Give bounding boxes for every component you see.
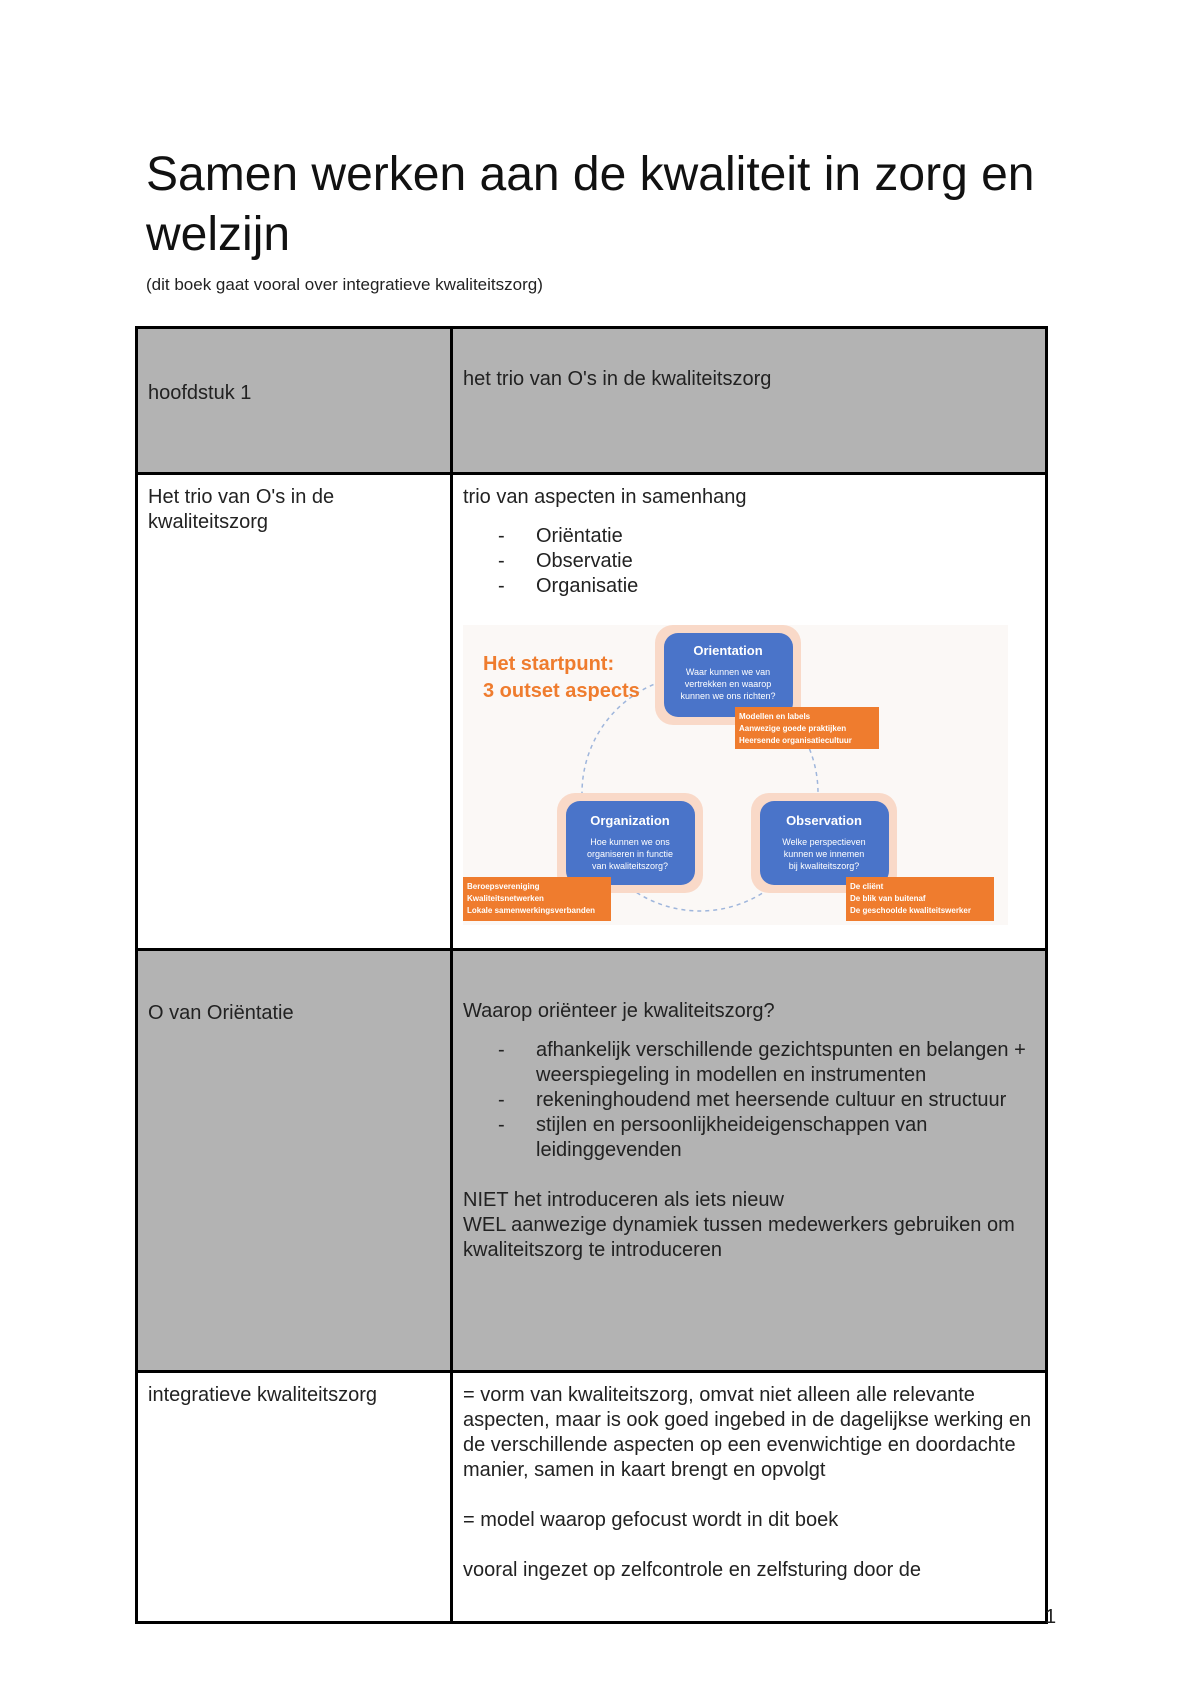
list-item: - afhankelijk verschillende gezichtspunten en belangen + weerspiegeling in modellen en instrumenten [463, 1038, 1035, 1088]
list-item: - Observatie [463, 549, 1035, 574]
observation-tag-1: De cliënt [850, 882, 884, 891]
observation-tag-3: De geschoolde kwaliteitswerker [850, 906, 971, 915]
table-row-integratief [137, 1372, 1047, 1623]
document-subtitle: (dit boek gaat vooral over integratieve kwaliteitszorg) [146, 275, 543, 294]
list-item: - Oriëntatie [463, 524, 1035, 549]
observation-text-1: Welke perspectieven [782, 837, 866, 847]
definition-cell [452, 474, 1047, 950]
orientatie-list [463, 1038, 1035, 1163]
observation-text-3: bij kwaliteitszorg? [788, 861, 860, 871]
organization-text-1: Hoe kunnen we ons [590, 837, 670, 847]
term-cell: O van Oriëntatie [137, 950, 452, 1372]
list-item: - rekeninghoudend met heersende cultuur en structuur [463, 1088, 1035, 1113]
document-title: Samen werken aan de kwaliteit in zorg en welzijn [146, 148, 1035, 261]
observation-text-2: kunnen we innemen [783, 849, 865, 859]
organization-text-3: van kwaliteitszorg? [591, 861, 669, 871]
notes-table [135, 326, 1048, 1624]
organization-text-2: organiseren in functie [586, 849, 674, 859]
orientatie-question: Waarop oriënteer je kwaliteitszorg? [463, 1000, 775, 1022]
term-cell: Het trio van O's in de kwaliteitszorg [137, 474, 452, 950]
organization-tag-3: Lokale samenwerkingsverbanden [467, 906, 596, 915]
observation-title: Observation [786, 813, 862, 828]
integratief-para-2: = model waarop gefocust wordt in dit boek [463, 1509, 839, 1531]
organization-title: Organization [590, 813, 670, 828]
page-number: 1 [1045, 1606, 1057, 1628]
table-row-orientatie [137, 950, 1047, 1372]
observation-tag-2: De blik van buitenaf [850, 894, 926, 903]
trio-diagram [463, 625, 1008, 925]
chapter-label: hoofdstuk 1 [137, 328, 452, 474]
definition-cell [452, 1372, 1047, 1623]
orientation-text-3: kunnen we ons richten? [680, 691, 776, 701]
orientation-title: Orientation [693, 643, 763, 658]
orientation-tag-1: Modellen en labels [739, 712, 811, 721]
diagram-heading-2: 3 outset aspects [483, 680, 640, 702]
definition-cell [452, 950, 1047, 1372]
orientatie-note-wel: WEL aanwezige dynamiek tussen medewerkers gebruiken om kwaliteitszorg te introduceren [463, 1214, 1015, 1261]
orientation-tag-3: Heersende organisatiecultuur [739, 736, 852, 745]
list-item: - Organisatie [463, 574, 1035, 599]
orientatie-note-niet: NIET het introduceren als iets nieuw [463, 1189, 784, 1211]
integratief-para-3: vooral ingezet op zelfcontrole en zelfsturing door de [463, 1559, 922, 1581]
orientation-text-1: Waar kunnen we van [685, 667, 771, 677]
organization-tag-1: Beroepsvereniging [467, 882, 540, 891]
integratief-para-1: = vorm van kwaliteitszorg, omvat niet alleen alle relevante aspecten, maar is ook goed ingebed in de dagelijkse werking en de verschillende aspecten op een evenwichtige en doordachte manier, samen in kaart brengt en opvolgt [463, 1384, 1032, 1481]
list-item: - stijlen en persoonlijkheideigenschappen van leidinggevenden [463, 1113, 1035, 1163]
diagram-heading-1: Het startpunt: [483, 653, 615, 675]
orientation-tag-2: Aanwezige goede praktijken [739, 724, 847, 733]
table-row-trio [137, 474, 1047, 950]
table-row-header [137, 328, 1047, 474]
orientation-text-2: vertrekken en waarop [684, 679, 772, 689]
trio-list [463, 524, 1035, 599]
chapter-title: het trio van O's in de kwaliteitszorg [452, 328, 1047, 474]
term-cell: integratieve kwaliteitszorg [137, 1372, 452, 1623]
trio-intro: trio van aspecten in samenhang [463, 486, 747, 508]
organization-tag-2: Kwaliteitsnetwerken [467, 894, 544, 903]
